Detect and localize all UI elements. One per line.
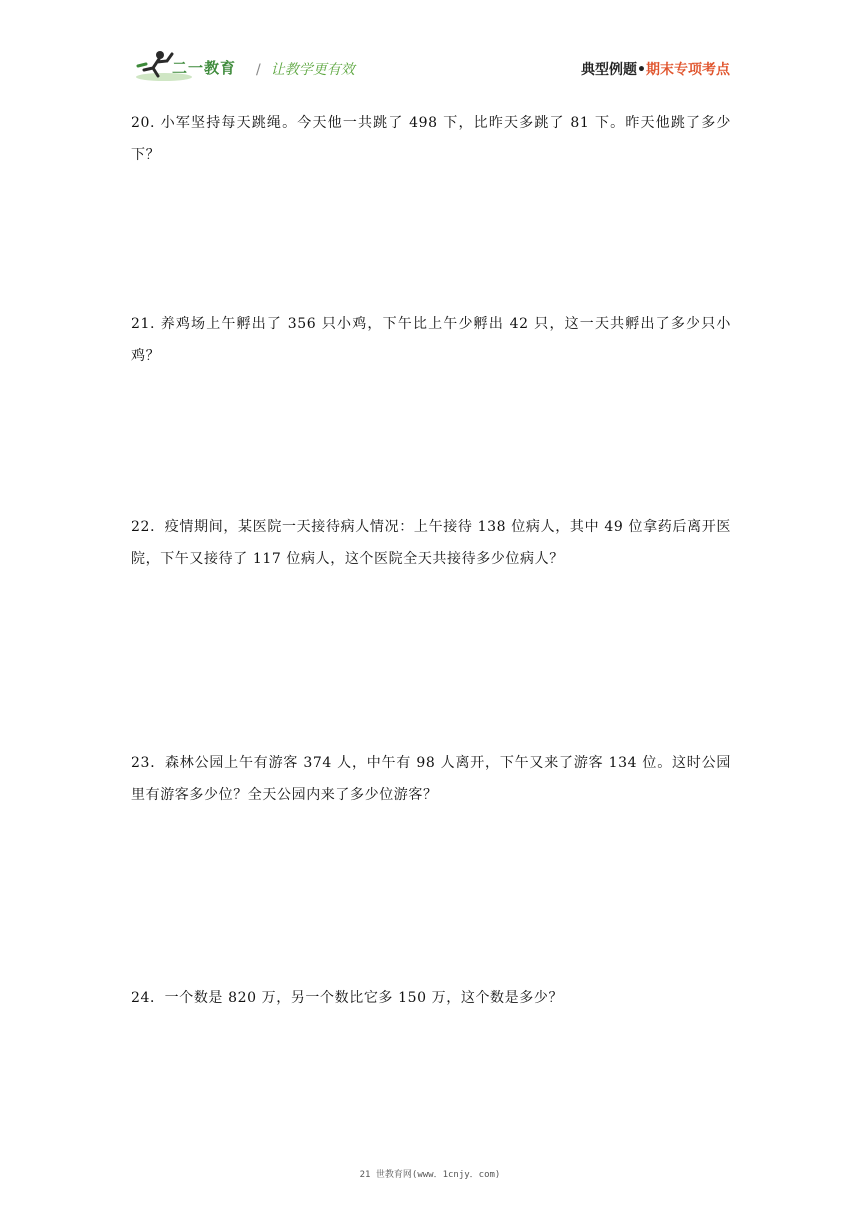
brand-name: 二一教育 <box>172 59 237 77</box>
question-21: 21. 养鸡场上午孵出了 356 只小鸡，下午比上午少孵出 42 只，这一天共孵出了多少只小鸡？ <box>131 316 731 364</box>
question-20: 20. 小军坚持每天跳绳。今天他一共跳了 498 下，比昨天多跳了 81 下。昨天他跳了多少下？ <box>131 115 731 163</box>
header-tag <box>581 59 730 79</box>
page-footer: 21 世教育网(www．1cnjy．com) <box>359 1170 501 1180</box>
slogan-separator: / <box>256 62 261 78</box>
tag-highlight: 期末专项考点 <box>646 62 730 78</box>
tag-main: 典型例题• <box>581 62 646 78</box>
page-header <box>0 0 860 100</box>
question-22: 22．疫情期间，某医院一天接待病人情况：上午接待 138 位病人，其中 49 位拿药后离开医院，下午又接待了 117 位病人，这个医院全天共接待多少位病人？ <box>131 519 731 567</box>
question-24: 24．一个数是 820 万，另一个数比它多 150 万，这个数是多少？ <box>131 990 564 1006</box>
brand-slogan <box>256 59 355 79</box>
question-23: 23．森林公园上午有游客 374 人，中午有 98 人离开，下午又来了游客 134 位。这时公园里有游客多少位？全天公园内来了多少位游客？ <box>131 755 731 803</box>
slogan-text: 让教学更有效 <box>270 62 355 78</box>
